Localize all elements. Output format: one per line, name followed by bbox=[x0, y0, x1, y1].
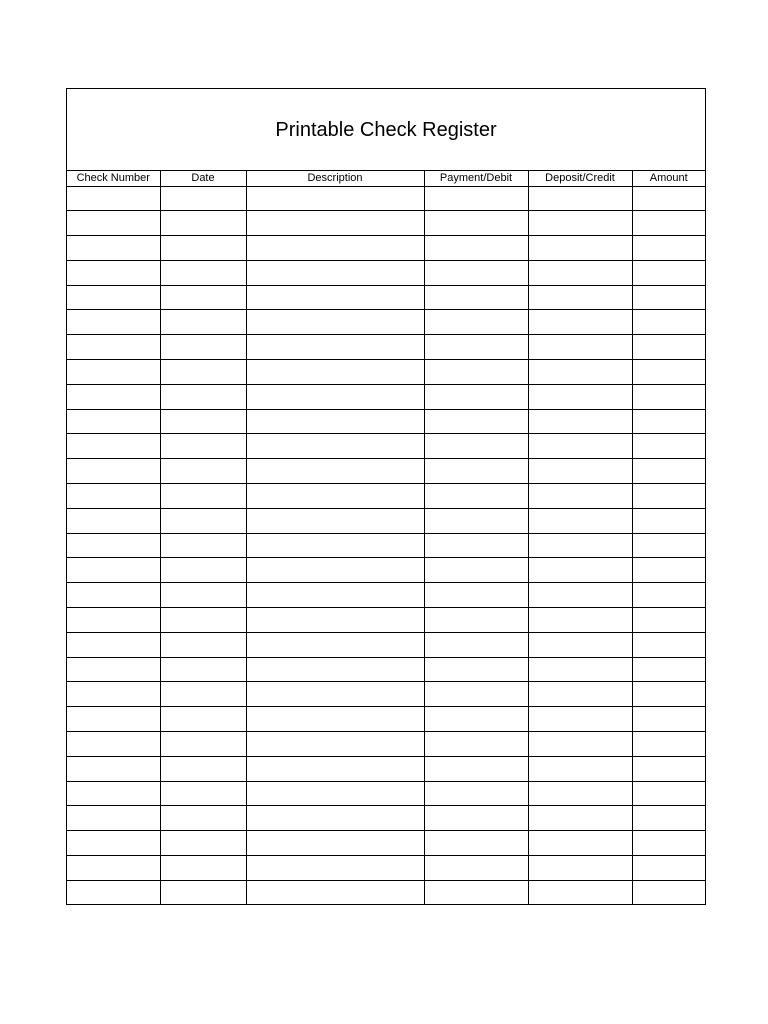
table-row bbox=[67, 806, 705, 831]
cell-check-number bbox=[67, 186, 160, 211]
cell-check-number bbox=[67, 285, 160, 310]
table-row bbox=[67, 434, 705, 459]
cell-payment-debit bbox=[424, 756, 528, 781]
cell-payment-debit bbox=[424, 236, 528, 261]
table-row bbox=[67, 533, 705, 558]
cell-deposit-credit bbox=[528, 806, 632, 831]
title-area bbox=[67, 89, 705, 171]
cell-payment-debit bbox=[424, 484, 528, 509]
cell-deposit-credit bbox=[528, 360, 632, 385]
table-row bbox=[67, 558, 705, 583]
cell-payment-debit bbox=[424, 434, 528, 459]
table-row bbox=[67, 236, 705, 261]
cell-amount bbox=[632, 880, 705, 905]
header-row bbox=[67, 171, 705, 186]
cell-amount bbox=[632, 756, 705, 781]
cell-deposit-credit bbox=[528, 831, 632, 856]
cell-amount bbox=[632, 409, 705, 434]
cell-date bbox=[160, 533, 246, 558]
cell-date bbox=[160, 459, 246, 484]
cell-payment-debit bbox=[424, 360, 528, 385]
cell-amount bbox=[632, 583, 705, 608]
cell-deposit-credit bbox=[528, 756, 632, 781]
cell-date bbox=[160, 211, 246, 236]
cell-payment-debit bbox=[424, 781, 528, 806]
cell-description bbox=[246, 285, 424, 310]
cell-date bbox=[160, 285, 246, 310]
table-row bbox=[67, 360, 705, 385]
cell-description bbox=[246, 608, 424, 633]
cell-payment-debit bbox=[424, 508, 528, 533]
cell-payment-debit bbox=[424, 632, 528, 657]
cell-date bbox=[160, 310, 246, 335]
cell-payment-debit bbox=[424, 335, 528, 360]
cell-deposit-credit bbox=[528, 310, 632, 335]
cell-date bbox=[160, 732, 246, 757]
cell-description bbox=[246, 856, 424, 881]
cell-amount bbox=[632, 856, 705, 881]
cell-payment-debit bbox=[424, 831, 528, 856]
cell-payment-debit bbox=[424, 583, 528, 608]
cell-deposit-credit bbox=[528, 236, 632, 261]
cell-check-number bbox=[67, 856, 160, 881]
cell-check-number bbox=[67, 608, 160, 633]
cell-deposit-credit bbox=[528, 583, 632, 608]
cell-date bbox=[160, 657, 246, 682]
cell-payment-debit bbox=[424, 657, 528, 682]
cell-check-number bbox=[67, 756, 160, 781]
cell-payment-debit bbox=[424, 186, 528, 211]
cell-payment-debit bbox=[424, 310, 528, 335]
cell-deposit-credit bbox=[528, 682, 632, 707]
cell-check-number bbox=[67, 409, 160, 434]
cell-description bbox=[246, 236, 424, 261]
table-row bbox=[67, 880, 705, 905]
cell-description bbox=[246, 508, 424, 533]
cell-description bbox=[246, 459, 424, 484]
cell-deposit-credit bbox=[528, 335, 632, 360]
column-header-payment-debit: Payment/Debit bbox=[424, 171, 528, 186]
cell-amount bbox=[632, 459, 705, 484]
cell-check-number bbox=[67, 211, 160, 236]
table-row bbox=[67, 732, 705, 757]
cell-check-number bbox=[67, 657, 160, 682]
table-row bbox=[67, 285, 705, 310]
table-row bbox=[67, 409, 705, 434]
cell-amount bbox=[632, 484, 705, 509]
cell-payment-debit bbox=[424, 856, 528, 881]
table-row bbox=[67, 186, 705, 211]
cell-description bbox=[246, 632, 424, 657]
cell-amount bbox=[632, 434, 705, 459]
register-table bbox=[67, 171, 705, 905]
cell-amount bbox=[632, 360, 705, 385]
cell-description bbox=[246, 260, 424, 285]
cell-amount bbox=[632, 384, 705, 409]
cell-description bbox=[246, 880, 424, 905]
cell-check-number bbox=[67, 236, 160, 261]
cell-check-number bbox=[67, 558, 160, 583]
cell-deposit-credit bbox=[528, 186, 632, 211]
cell-payment-debit bbox=[424, 732, 528, 757]
cell-date bbox=[160, 831, 246, 856]
table-row bbox=[67, 608, 705, 633]
cell-amount bbox=[632, 806, 705, 831]
table-row bbox=[67, 781, 705, 806]
cell-deposit-credit bbox=[528, 459, 632, 484]
cell-amount bbox=[632, 632, 705, 657]
table-row bbox=[67, 756, 705, 781]
cell-amount bbox=[632, 732, 705, 757]
cell-check-number bbox=[67, 360, 160, 385]
cell-payment-debit bbox=[424, 211, 528, 236]
column-header-check-number: Check Number bbox=[67, 171, 160, 186]
table-row bbox=[67, 583, 705, 608]
cell-amount bbox=[632, 533, 705, 558]
table-row bbox=[67, 856, 705, 881]
table-row bbox=[67, 632, 705, 657]
cell-payment-debit bbox=[424, 806, 528, 831]
cell-amount bbox=[632, 310, 705, 335]
cell-description bbox=[246, 558, 424, 583]
cell-date bbox=[160, 756, 246, 781]
cell-payment-debit bbox=[424, 880, 528, 905]
cell-date bbox=[160, 384, 246, 409]
cell-description bbox=[246, 682, 424, 707]
cell-description bbox=[246, 434, 424, 459]
cell-description bbox=[246, 533, 424, 558]
cell-date bbox=[160, 806, 246, 831]
cell-payment-debit bbox=[424, 558, 528, 583]
cell-description bbox=[246, 732, 424, 757]
cell-payment-debit bbox=[424, 533, 528, 558]
cell-deposit-credit bbox=[528, 632, 632, 657]
cell-check-number bbox=[67, 831, 160, 856]
cell-deposit-credit bbox=[528, 508, 632, 533]
cell-amount bbox=[632, 508, 705, 533]
cell-amount bbox=[632, 707, 705, 732]
column-header-description: Description bbox=[246, 171, 424, 186]
cell-date bbox=[160, 880, 246, 905]
cell-amount bbox=[632, 657, 705, 682]
table-row bbox=[67, 384, 705, 409]
cell-date bbox=[160, 682, 246, 707]
cell-deposit-credit bbox=[528, 409, 632, 434]
cell-amount bbox=[632, 608, 705, 633]
table-row bbox=[67, 508, 705, 533]
cell-amount bbox=[632, 211, 705, 236]
cell-check-number bbox=[67, 732, 160, 757]
cell-check-number bbox=[67, 880, 160, 905]
table-row bbox=[67, 310, 705, 335]
cell-deposit-credit bbox=[528, 657, 632, 682]
cell-payment-debit bbox=[424, 608, 528, 633]
cell-description bbox=[246, 756, 424, 781]
cell-deposit-credit bbox=[528, 856, 632, 881]
table-row bbox=[67, 707, 705, 732]
column-header-deposit-credit: Deposit/Credit bbox=[528, 171, 632, 186]
cell-check-number bbox=[67, 384, 160, 409]
cell-description bbox=[246, 657, 424, 682]
cell-description bbox=[246, 211, 424, 236]
cell-amount bbox=[632, 831, 705, 856]
cell-check-number bbox=[67, 682, 160, 707]
check-register-form bbox=[66, 88, 706, 905]
register-title: Printable Check Register bbox=[275, 119, 497, 141]
cell-deposit-credit bbox=[528, 260, 632, 285]
cell-deposit-credit bbox=[528, 707, 632, 732]
cell-check-number bbox=[67, 781, 160, 806]
cell-amount bbox=[632, 335, 705, 360]
cell-date bbox=[160, 484, 246, 509]
cell-date bbox=[160, 508, 246, 533]
cell-description bbox=[246, 484, 424, 509]
cell-check-number bbox=[67, 434, 160, 459]
cell-description bbox=[246, 831, 424, 856]
cell-check-number bbox=[67, 632, 160, 657]
cell-date bbox=[160, 409, 246, 434]
cell-check-number bbox=[67, 533, 160, 558]
cell-amount bbox=[632, 682, 705, 707]
cell-payment-debit bbox=[424, 682, 528, 707]
cell-date bbox=[160, 781, 246, 806]
table-row bbox=[67, 831, 705, 856]
cell-amount bbox=[632, 260, 705, 285]
cell-deposit-credit bbox=[528, 558, 632, 583]
cell-deposit-credit bbox=[528, 484, 632, 509]
cell-check-number bbox=[67, 459, 160, 484]
cell-deposit-credit bbox=[528, 880, 632, 905]
cell-payment-debit bbox=[424, 260, 528, 285]
cell-deposit-credit bbox=[528, 608, 632, 633]
table-row bbox=[67, 260, 705, 285]
cell-date bbox=[160, 558, 246, 583]
table-row bbox=[67, 335, 705, 360]
cell-check-number bbox=[67, 310, 160, 335]
cell-check-number bbox=[67, 707, 160, 732]
cell-payment-debit bbox=[424, 409, 528, 434]
cell-check-number bbox=[67, 806, 160, 831]
cell-date bbox=[160, 360, 246, 385]
cell-date bbox=[160, 608, 246, 633]
cell-description bbox=[246, 781, 424, 806]
cell-deposit-credit bbox=[528, 211, 632, 236]
cell-date bbox=[160, 583, 246, 608]
cell-payment-debit bbox=[424, 384, 528, 409]
cell-payment-debit bbox=[424, 707, 528, 732]
cell-date bbox=[160, 236, 246, 261]
cell-amount bbox=[632, 781, 705, 806]
cell-amount bbox=[632, 285, 705, 310]
cell-amount bbox=[632, 236, 705, 261]
cell-date bbox=[160, 186, 246, 211]
cell-payment-debit bbox=[424, 459, 528, 484]
cell-deposit-credit bbox=[528, 384, 632, 409]
cell-deposit-credit bbox=[528, 533, 632, 558]
cell-payment-debit bbox=[424, 285, 528, 310]
cell-check-number bbox=[67, 260, 160, 285]
table-row bbox=[67, 459, 705, 484]
cell-check-number bbox=[67, 583, 160, 608]
cell-check-number bbox=[67, 484, 160, 509]
register-body bbox=[67, 186, 705, 905]
cell-deposit-credit bbox=[528, 285, 632, 310]
cell-date bbox=[160, 707, 246, 732]
cell-deposit-credit bbox=[528, 781, 632, 806]
cell-deposit-credit bbox=[528, 732, 632, 757]
table-row bbox=[67, 657, 705, 682]
cell-date bbox=[160, 260, 246, 285]
cell-date bbox=[160, 335, 246, 360]
cell-amount bbox=[632, 186, 705, 211]
cell-description bbox=[246, 186, 424, 211]
cell-description bbox=[246, 583, 424, 608]
cell-description bbox=[246, 335, 424, 360]
cell-check-number bbox=[67, 508, 160, 533]
cell-description bbox=[246, 384, 424, 409]
cell-deposit-credit bbox=[528, 434, 632, 459]
column-header-date: Date bbox=[160, 171, 246, 186]
cell-amount bbox=[632, 558, 705, 583]
cell-description bbox=[246, 360, 424, 385]
cell-description bbox=[246, 707, 424, 732]
cell-description bbox=[246, 310, 424, 335]
cell-date bbox=[160, 434, 246, 459]
cell-check-number bbox=[67, 335, 160, 360]
table-row bbox=[67, 484, 705, 509]
column-header-amount: Amount bbox=[632, 171, 705, 186]
cell-description bbox=[246, 409, 424, 434]
table-row bbox=[67, 211, 705, 236]
cell-date bbox=[160, 632, 246, 657]
cell-description bbox=[246, 806, 424, 831]
cell-date bbox=[160, 856, 246, 881]
table-row bbox=[67, 682, 705, 707]
